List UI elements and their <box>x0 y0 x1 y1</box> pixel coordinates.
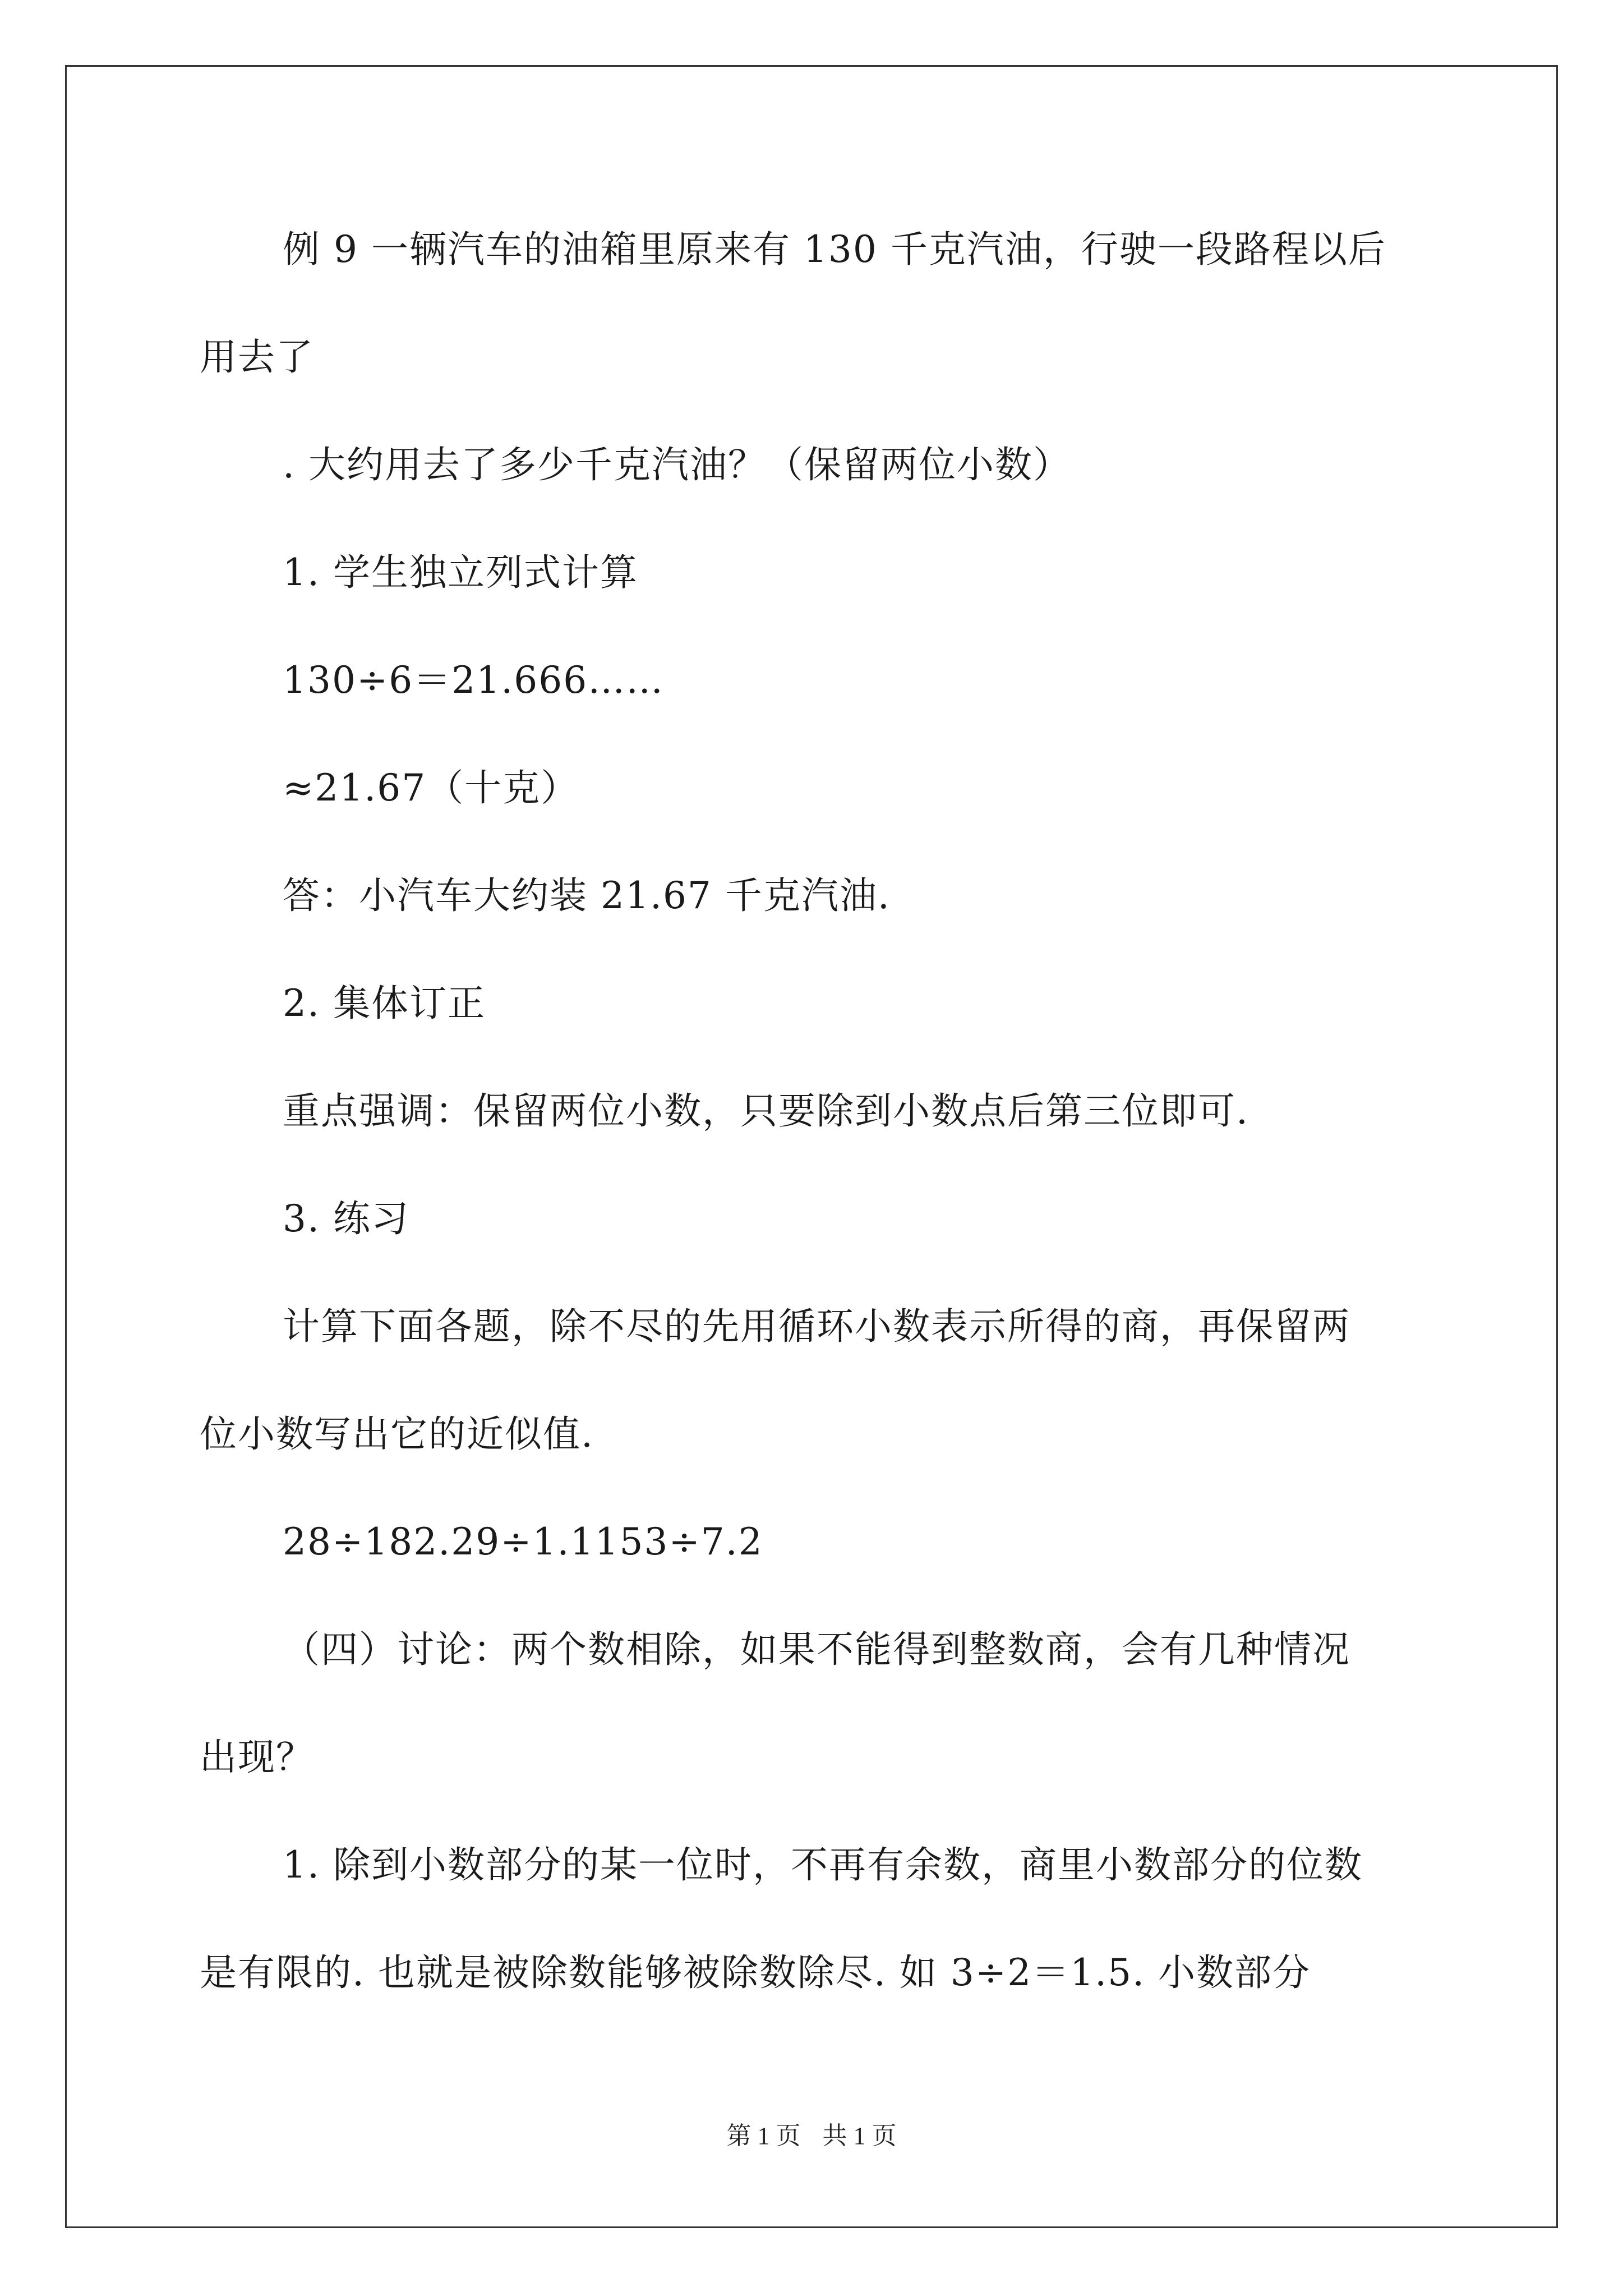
paragraph-line: 2. 集体订正 <box>283 982 486 1025</box>
paragraph-line: 计算下面各题，除不尽的先用循环小数表示所得的商，再保留两 <box>283 1305 1350 1348</box>
page-number: 第 1 页 <box>726 2122 801 2150</box>
page-border <box>65 65 1558 2228</box>
paragraph-line: 是有限的. 也就是被除数能够被除数除尽. 如 3÷2＝1.5. 小数部分 <box>200 1951 1311 1994</box>
paragraph-line: （四）讨论：两个数相除，如果不能得到整数商，会有几种情况 <box>283 1628 1350 1671</box>
paragraph-line: 3. 练习 <box>283 1197 409 1240</box>
paragraph-line: 重点强调：保留两位小数，只要除到小数点后第三位即可. <box>283 1089 1249 1133</box>
paragraph-line: 130÷6＝21.666…… <box>283 659 665 702</box>
page-footer <box>0 2119 1623 2153</box>
paragraph-line: 出现？ <box>200 1736 314 1779</box>
paragraph-line: 1. 除到小数部分的某一位时，不再有余数，商里小数部分的位数 <box>283 1843 1363 1887</box>
paragraph-line: 例 9 一辆汽车的油箱里原来有 130 千克汽油，行驶一段路程以后 <box>283 228 1386 271</box>
paragraph-line: . 大约用去了多少千克汽油？（保留两位小数） <box>283 443 1071 486</box>
paragraph-line: ≈21.67（十克） <box>283 766 579 809</box>
paragraph-line: 答：小汽车大约装 21.67 千克汽油. <box>283 874 891 917</box>
paragraph-line: 用去了 <box>200 335 314 379</box>
page-total: 共 1 页 <box>822 2122 897 2150</box>
paragraph-line: 位小数写出它的近似值. <box>200 1412 594 1456</box>
paragraph-line: 28÷182.29÷1.1153÷7.2 <box>283 1520 763 1563</box>
paragraph-line: 1. 学生独立列式计算 <box>283 551 638 594</box>
